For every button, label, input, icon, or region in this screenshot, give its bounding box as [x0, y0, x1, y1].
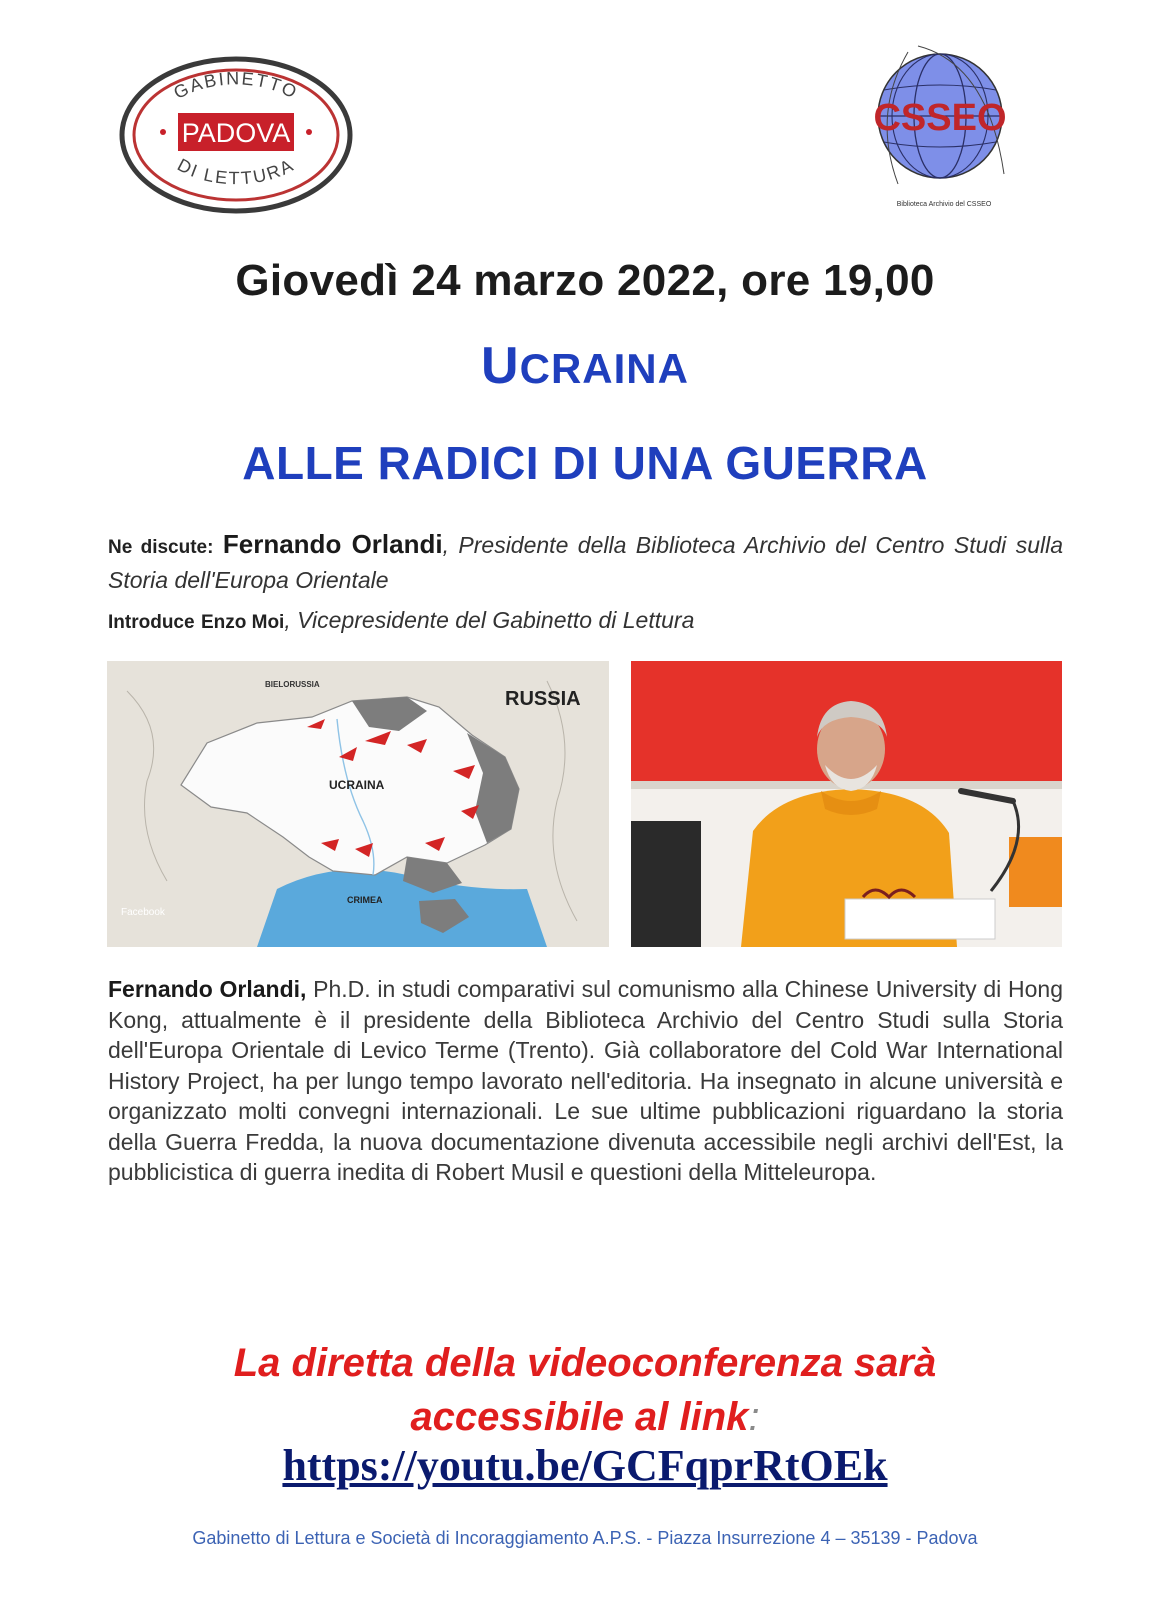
speaker-bio	[108, 974, 1063, 1188]
stream-note-line1: La diretta della videoconferenza sarà	[233, 1341, 937, 1385]
ukraine-map-image	[107, 661, 609, 947]
logo-top-text: GABINETTO	[170, 68, 302, 103]
map-label-crimea: CRIMEA	[347, 895, 383, 905]
event-subtitle: ALLE RADICI DI UNA GUERRA	[242, 437, 928, 489]
map-credit: Facebook	[121, 907, 165, 918]
event-date-time: Giovedì 24 marzo 2022, ore 19,00	[235, 256, 935, 305]
stream-note	[0, 1336, 1170, 1444]
csseo-logo-text: CSSEO	[873, 97, 1007, 139]
bio-name: Fernando Orlandi,	[108, 976, 307, 1002]
event-title-rest: CRAINA	[519, 345, 689, 392]
introducer-line	[108, 604, 1063, 639]
map-label-russia: RUSSIA	[505, 688, 581, 710]
csseo-logo-caption: Biblioteca Archivio del CSSEO	[896, 201, 992, 208]
logo-center-text: PADOVA	[181, 118, 291, 148]
speaker-role: , Presidente della Biblioteca Archivio del Centro Studi sulla Storia dell'Europa Orientale	[108, 532, 1064, 593]
speaker-name: Fernando Orlandi	[222, 529, 443, 559]
intro-lead: Introduce	[108, 612, 195, 633]
speaker-photo	[631, 661, 1062, 947]
stream-note-line2-wrap	[0, 1390, 1170, 1444]
logo-bottom-text: DI LETTURA	[174, 154, 298, 189]
event-title-initial: U	[481, 337, 520, 395]
csseo-logo	[868, 34, 1018, 216]
gabinetto-logo	[118, 55, 354, 215]
stream-note-colon: :	[748, 1395, 760, 1439]
youtube-link[interactable]: https://youtu.be/GCFqprRtOEk	[282, 1441, 888, 1490]
event-title	[0, 336, 1170, 396]
intro-role: , Vicepresidente del Gabinetto di Lettura	[284, 607, 695, 633]
intro-name: Enzo Moi	[200, 612, 285, 633]
map-label-ukraine: UCRAINA	[329, 778, 385, 792]
footer-address: Gabinetto di Lettura e Società di Incoraggiamento A.P.S. - Piazza Insurrezione 4 – 35139 - Padova	[192, 1528, 978, 1548]
speaker-line	[108, 528, 1063, 597]
bio-text: Ph.D. in studi comparativi sul comunismo alla Chinese University di Hong Kong, attualmente è il presidente della Biblioteca Archivio del Centro Studi sulla Storia dell'Europa Orientale di Levico Terme (Trento). Già collaboratore del Cold War International History Project, ha per lungo tempo lavorato nell'editoria. Ha insegnato in alcune università e organizzato molti convegni internazionali. Le sue ultime pubblicazioni riguardano la storia della Guerra Fredda, la nuova documentazione divenuta accessibile negli archivi dell'Est, la pubblicistica di guerra inedita di Robert Musil e questioni della Mitteleuropa.	[108, 976, 1063, 1185]
speaker-lead: Ne discute:	[108, 537, 214, 558]
map-label-belarus: BIELORUSSIA	[265, 680, 320, 689]
stream-note-line2: accessibile al link	[410, 1395, 749, 1439]
